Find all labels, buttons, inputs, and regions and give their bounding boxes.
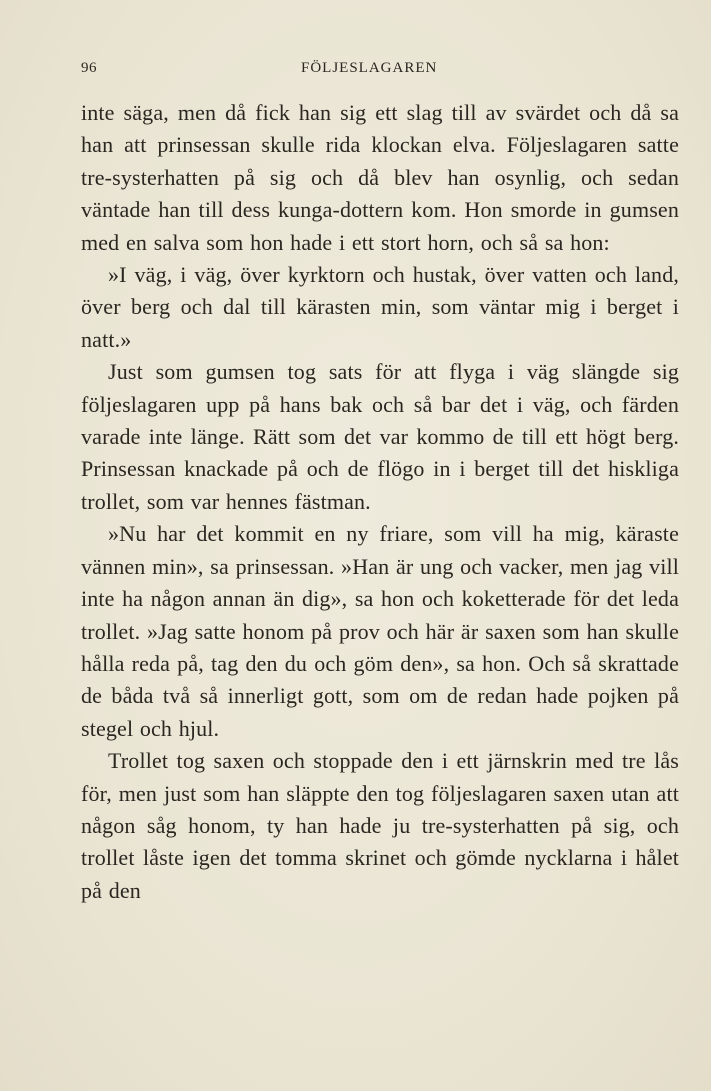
page-number: 96 bbox=[81, 60, 97, 76]
body-text bbox=[81, 97, 679, 907]
page-header bbox=[81, 60, 679, 84]
running-title: FÖLJESLAGAREN bbox=[301, 60, 438, 76]
paragraph: Just som gumsen tog sats för att flyga i väg slängde sig följeslagaren upp på hans bak och så bar det i väg, och färden varade inte länge. Rätt som det var kommo de till ett högt berg. Prinsessan knackade på och de flögo in i berget till det hiskliga trollet, som var hennes fästman. bbox=[81, 359, 679, 514]
paragraph: »I väg, i väg, över kyrktorn och hustak, över vatten och land, över berg och dal till kärasten min, som väntar mig i berget i natt.» bbox=[81, 262, 679, 352]
paragraph: inte säga, men då fick han sig ett slag till av svärdet och då sa han att prinsessan skulle rida klockan elva. Följeslagaren satte tre-systerhatten på sig och då blev han osynlig, och sedan väntade han till dess kunga-dottern kom. Hon smorde in gumsen med en salva som hon hade i ett stort horn, och så sa hon: bbox=[81, 100, 679, 255]
paragraph: Trollet tog saxen och stoppade den i ett järnskrin med tre lås för, men just som han släppte den tog följeslagaren saxen utan att någon såg honom, ty han hade ju tre-systerhatten på sig, och trollet låste igen det tomma skrinet och gömde nycklarna i hålet på den bbox=[81, 748, 679, 903]
paragraph: »Nu har det kommit en ny friare, som vill ha mig, käraste vännen min», sa prinsessan. »Han är ung och vacker, men jag vill inte ha någon annan än dig», sa hon och koketterade för det leda trollet. »Jag satte honom på prov och här är saxen som han skulle hålla reda på, tag den du och göm den», sa hon. Och så skrattade de båda två så innerligt gott, som om de redan hade pojken på stegel och hjul. bbox=[81, 521, 679, 741]
